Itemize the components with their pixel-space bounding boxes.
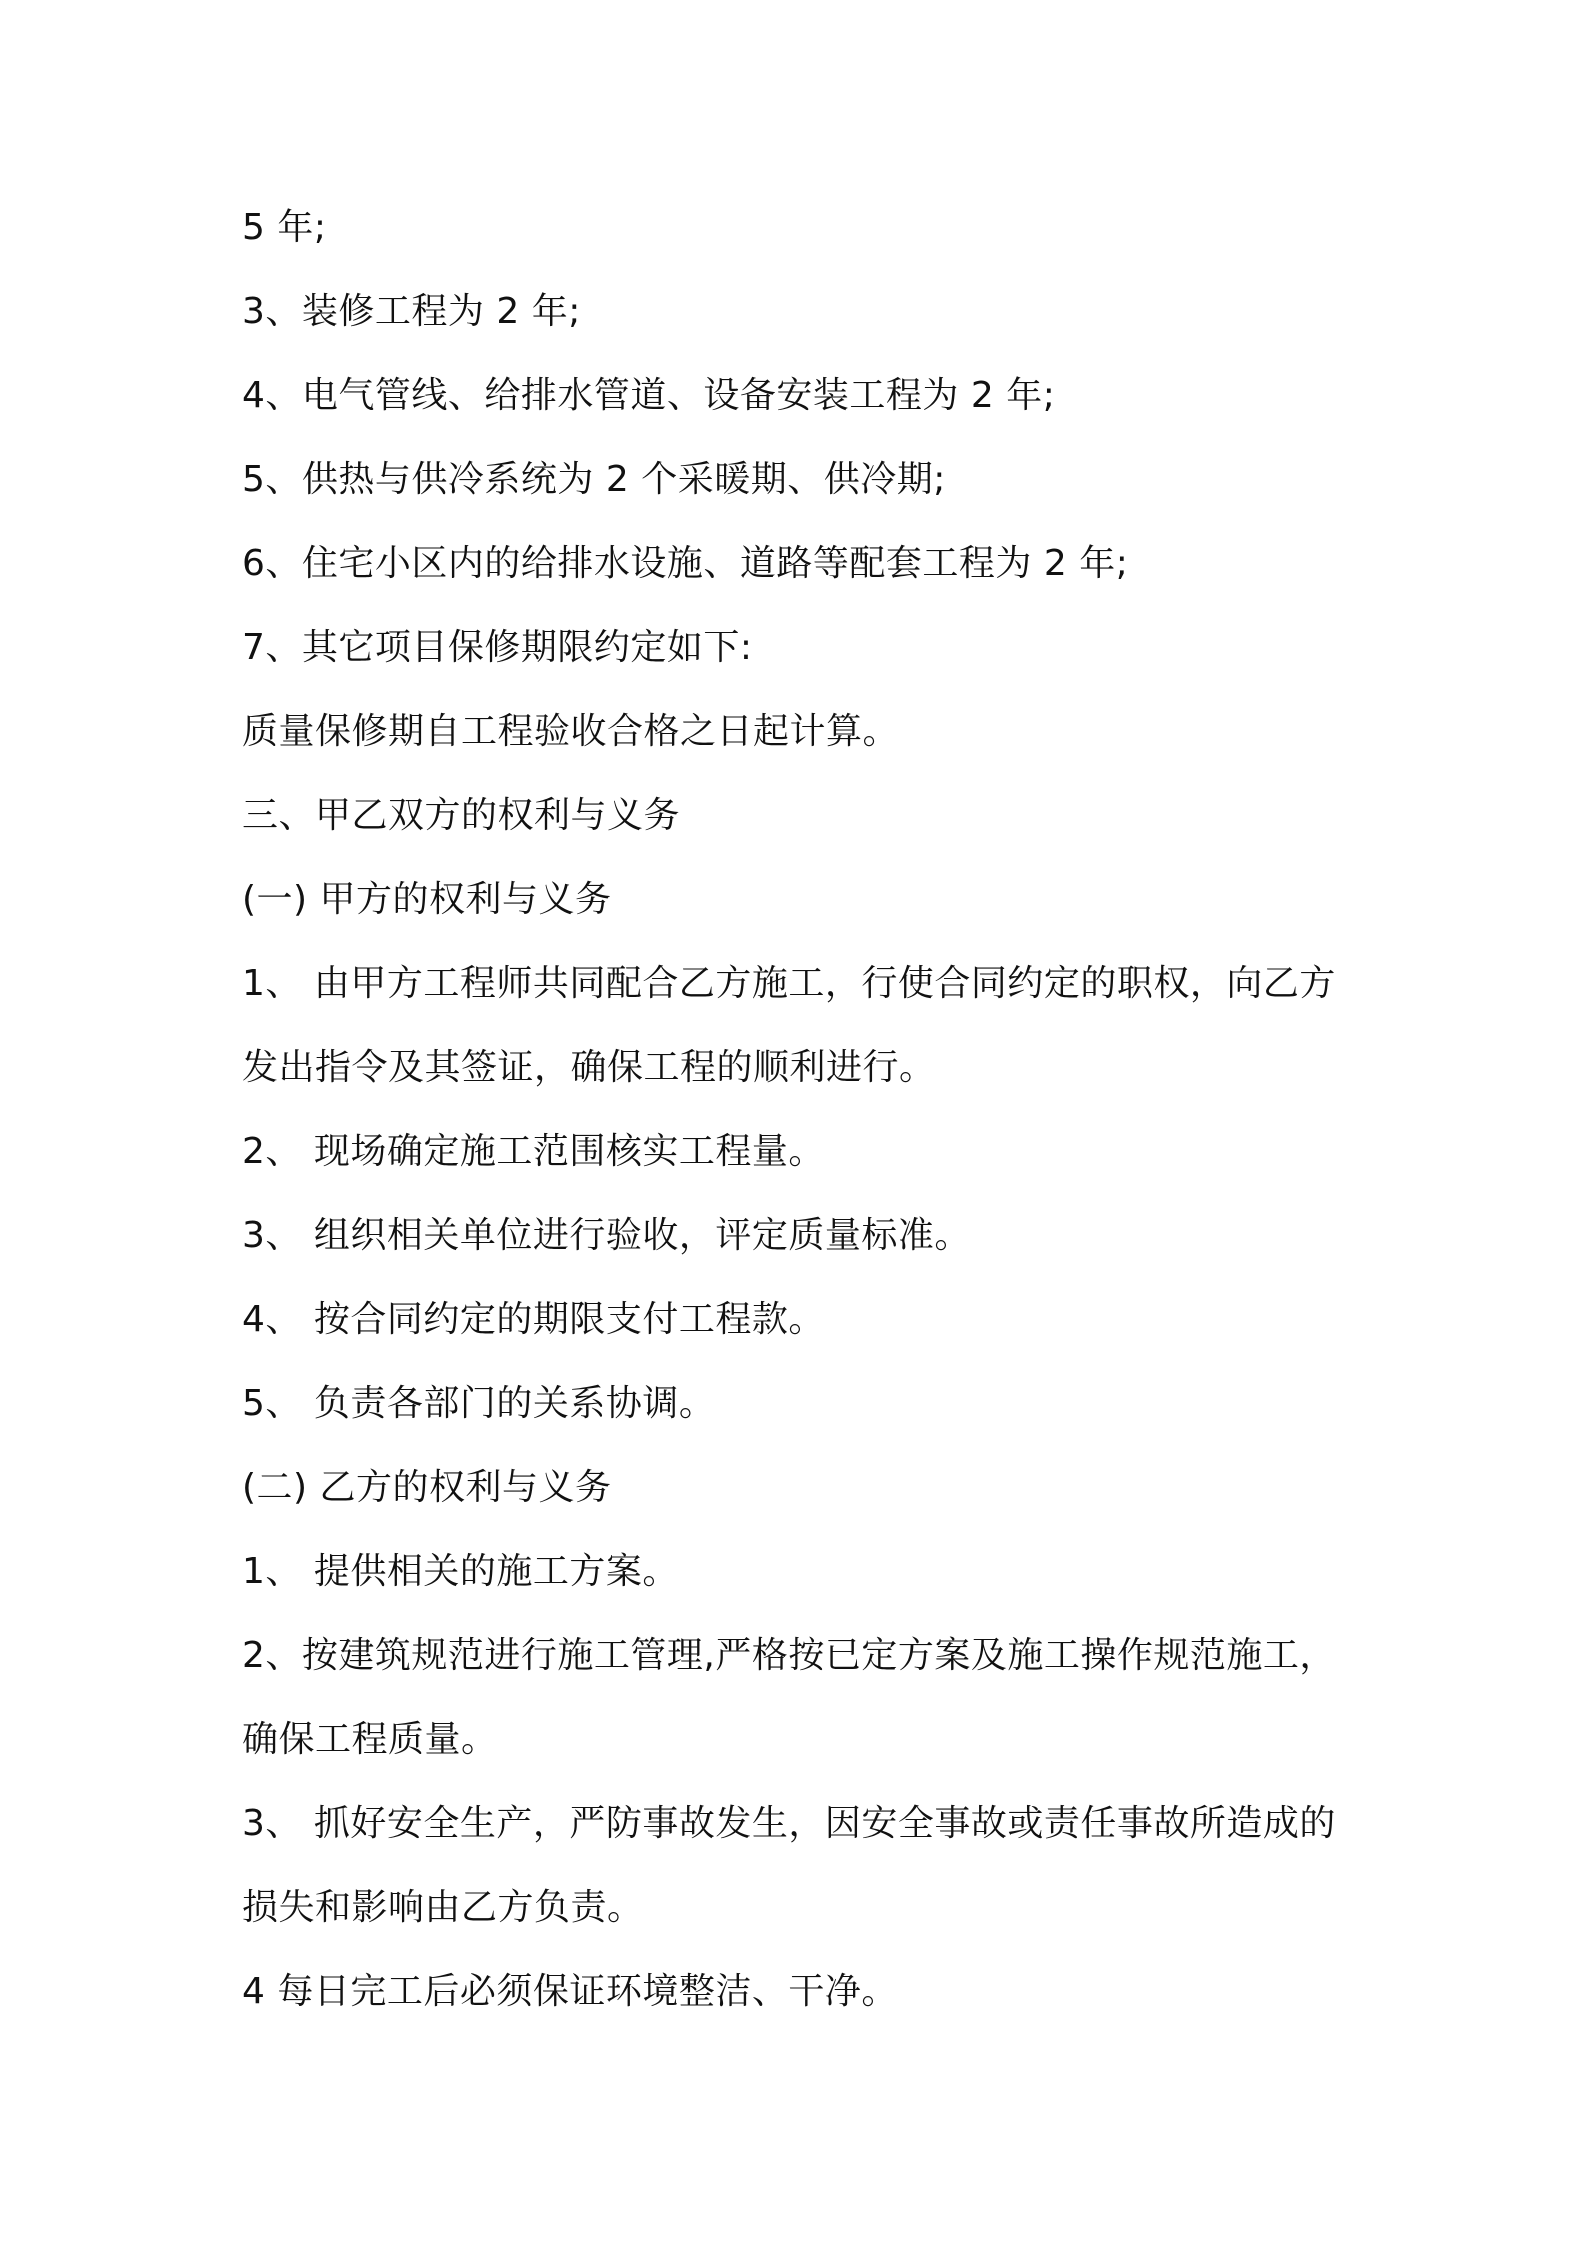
warranty-item-3: 3、装修工程为 2 年; [242, 291, 581, 332]
party-b-item-2-continued: 确保工程质量。 [242, 1719, 498, 1760]
party-b-item-2: 2、按建筑规范进行施工管理,严格按已定方案及施工操作规范施工， [242, 1635, 1336, 1676]
warranty-start-note: 质量保修期自工程验收合格之日起计算。 [242, 711, 900, 752]
party-b-subheading: (二) 乙方的权利与义务 [242, 1467, 612, 1508]
party-a-item-5: 5、 负责各部门的关系协调。 [242, 1383, 716, 1424]
warranty-period-continued: 5 年; [242, 207, 327, 248]
party-b-item-1: 1、 提供相关的施工方案。 [242, 1551, 679, 1592]
party-b-item-4: 4 每日完工后必须保证环境整洁、干净。 [242, 1971, 898, 2012]
party-a-item-1-continued: 发出指令及其签证，确保工程的顺利进行。 [242, 1047, 936, 1088]
warranty-item-7: 7、其它项目保修期限约定如下: [242, 627, 753, 668]
party-a-subheading: (一) 甲方的权利与义务 [242, 879, 612, 920]
warranty-item-5: 5、供热与供冷系统为 2 个采暖期、供冷期; [242, 459, 946, 500]
party-b-item-3: 3、 抓好安全生产，严防事故发生，因安全事故或责任事故所造成的 [242, 1803, 1336, 1844]
party-b-item-3-continued: 损失和影响由乙方负责。 [242, 1887, 644, 1928]
party-a-item-2: 2、 现场确定施工范围核实工程量。 [242, 1131, 825, 1172]
warranty-item-4: 4、电气管线、给排水管道、设备安装工程为 2 年; [242, 375, 1056, 416]
party-a-item-4: 4、 按合同约定的期限支付工程款。 [242, 1299, 825, 1340]
party-a-item-1: 1、 由甲方工程师共同配合乙方施工，行使合同约定的职权，向乙方 [242, 963, 1336, 1004]
section-rights-obligations-heading: 三、甲乙双方的权利与义务 [242, 795, 681, 836]
warranty-item-6: 6、住宅小区内的给排水设施、道路等配套工程为 2 年; [242, 543, 1129, 584]
party-a-item-3: 3、 组织相关单位进行验收，评定质量标准。 [242, 1215, 971, 1256]
